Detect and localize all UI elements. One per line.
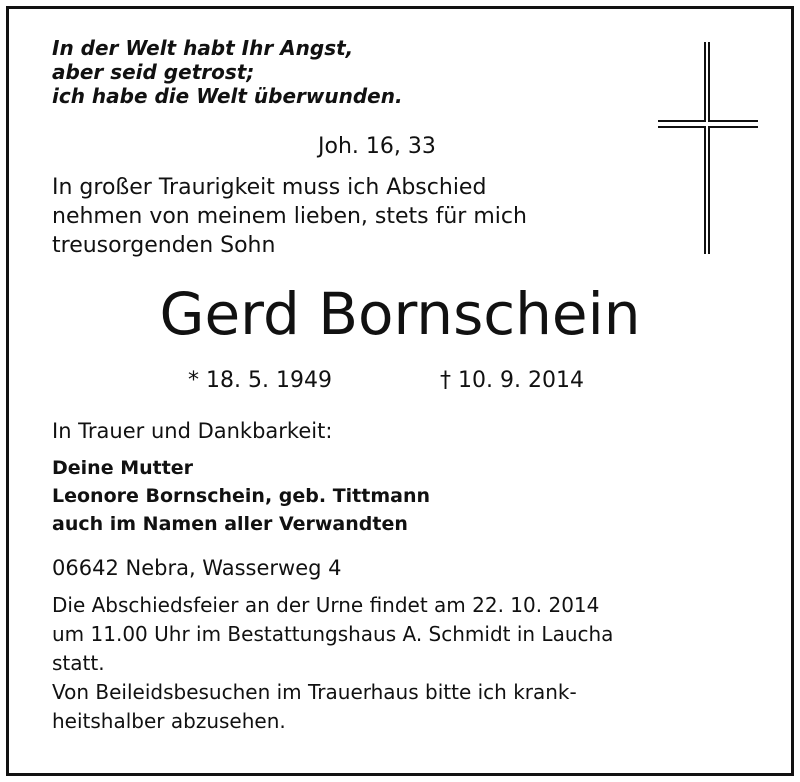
notice-line: statt. xyxy=(52,651,105,675)
mourner-line: Deine Mutter xyxy=(52,457,194,479)
verse-line: In der Welt habt Ihr Angst, xyxy=(52,36,354,60)
mourners-list xyxy=(52,454,430,538)
verse-line: ich habe die Welt überwunden. xyxy=(52,84,403,108)
intro-line: treusorgenden Sohn xyxy=(52,233,276,258)
notice-line: Von Beileidsbesuchen im Trauerhaus bitte ich krank- xyxy=(52,680,577,704)
mourner-line: Leonore Bornschein, geb. Tittmann xyxy=(52,485,431,507)
verse-line: aber seid getrost; xyxy=(52,60,255,84)
death-date: † 10. 9. 2014 xyxy=(440,368,584,393)
mourner-line: auch im Namen aller Verwandten xyxy=(52,513,408,535)
intro-text xyxy=(52,173,592,260)
notice-line: um 11.00 Uhr im Bestattungshaus A. Schmidt in Laucha xyxy=(52,622,614,646)
birth-date: * 18. 5. 1949 xyxy=(188,368,332,393)
mourner-address: 06642 Nebra, Wasserweg 4 xyxy=(52,556,342,580)
cross-icon xyxy=(658,42,764,254)
bible-verse xyxy=(52,36,403,108)
mourners-heading: In Trauer und Dankbarkeit: xyxy=(52,419,333,443)
deceased-name: Gerd Bornschein xyxy=(159,280,641,348)
intro-line: nehmen von meinem lieben, stets für mich xyxy=(52,204,527,229)
verse-reference: Joh. 16, 33 xyxy=(318,134,436,159)
funeral-notice xyxy=(52,591,752,736)
intro-line: In großer Traurigkeit muss ich Abschied xyxy=(52,175,487,200)
notice-line: heitshalber abzusehen. xyxy=(52,709,286,733)
notice-line: Die Abschiedsfeier an der Urne findet am 22. 10. 2014 xyxy=(52,593,600,617)
